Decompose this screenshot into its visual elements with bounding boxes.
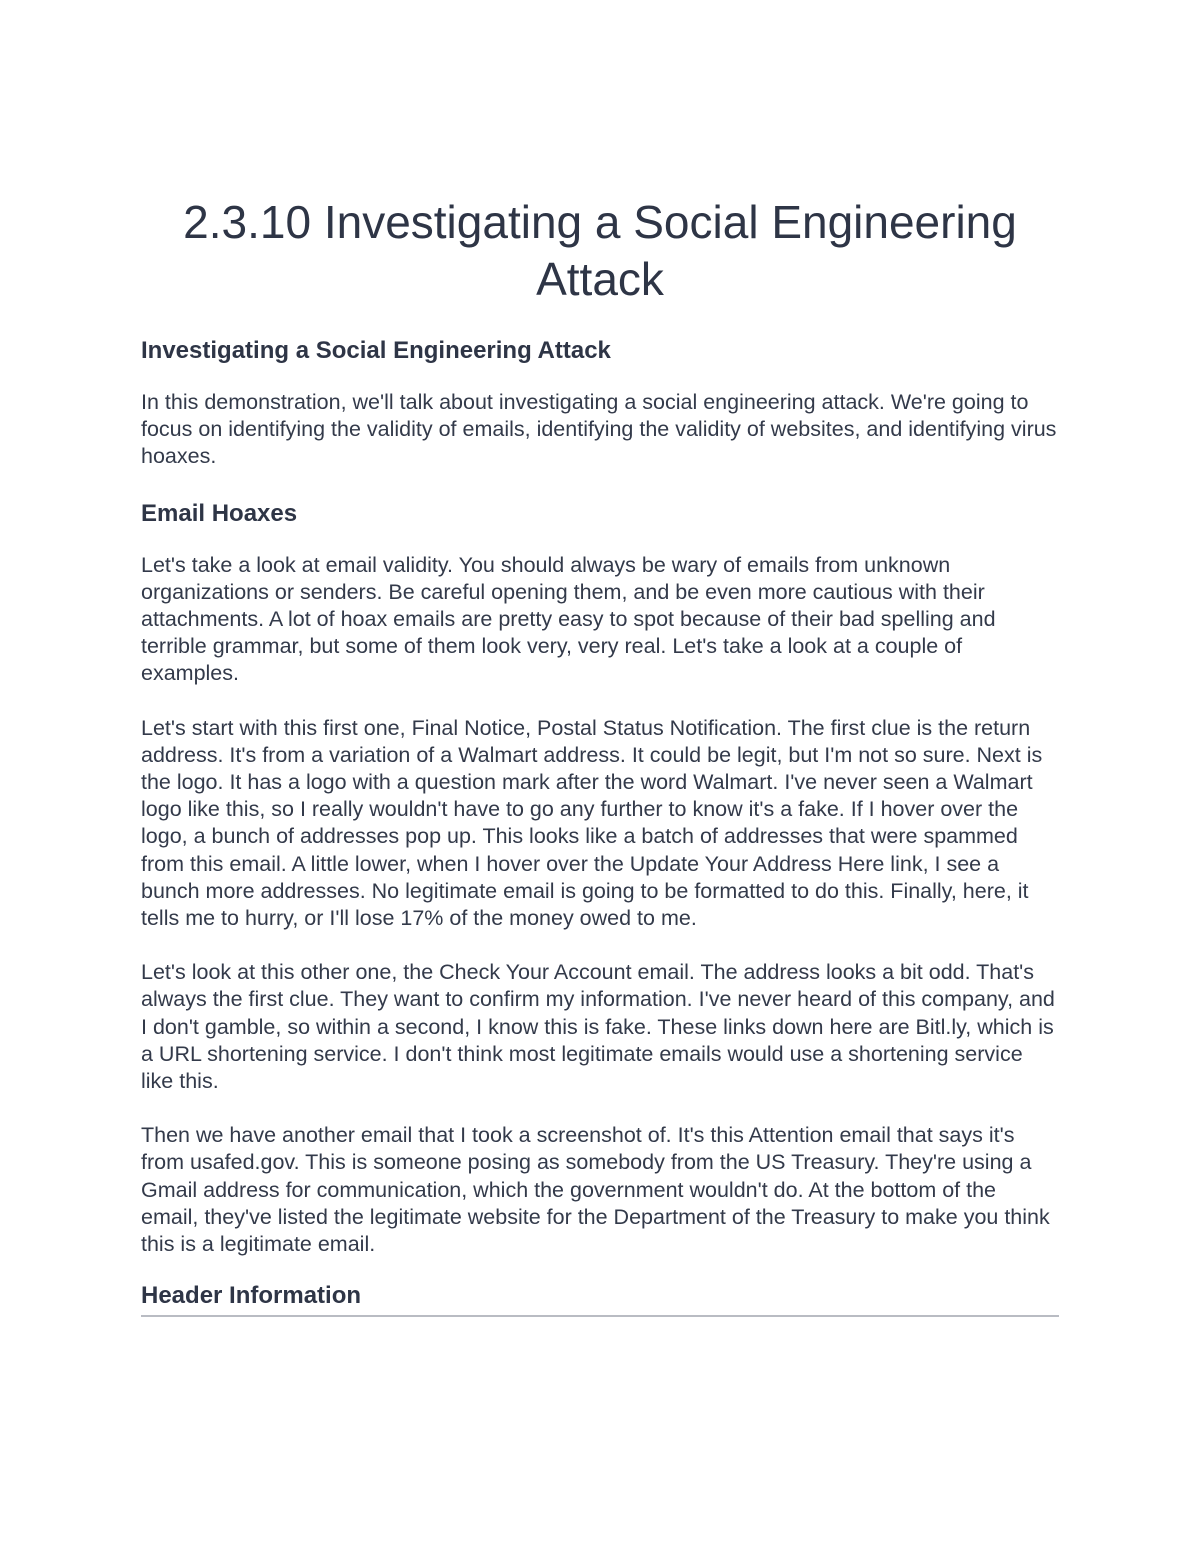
- section-heading-email-hoaxes: Email Hoaxes: [141, 499, 298, 527]
- email-hoaxes-paragraph-4: Then we have another email that I took a screenshot of. It's this Attention email that says it's from usafed.gov. This is someone posing as somebody from the US Treasury. They're using a Gmail address for communication, which the government wouldn't do. At the bottom of the email, they've listed the legitimate website for the Department of the Treasury to make you think this is a legitimate email.: [141, 1123, 1050, 1257]
- heading-underline-divider: [141, 1315, 1059, 1317]
- email-hoaxes-paragraph-1: Let's take a look at email validity. You should always be wary of emails from unknown organizations or senders. Be careful opening them, and be even more cautious with their attachments. A lot of hoax emails are pretty easy to spot because of their bad spelling and terrible grammar, but some of them look very, very real. Let's take a look at a couple of examples.: [141, 552, 996, 686]
- section-heading-header-information: Header Information: [141, 1282, 362, 1310]
- email-hoaxes-paragraph-2: Let's start with this first one, Final Notice, Postal Status Notification. The first clue is the return address. It's from a variation of a Walmart address. It could be legit, but I'm not so sure. Next is the logo. It has a logo with a question mark after the word Walmart. I've never seen a Walmart logo like this, so I really wouldn't have to go any further to know it's a fake. If I hover over the logo, a bunch of addresses pop up. This looks like a batch of addresses that were spammed from this email. A little lower, when I hover over the Update Your Address Here link, I see a bunch more addresses. No legitimate email is going to be formatted to do this. Finally, here, it tells me to hurry, or I'll lose 17% of the money owed to me.: [141, 715, 1043, 931]
- section-heading-intro: Investigating a Social Engineering Attack: [141, 337, 611, 364]
- document-page: [141, 194, 1059, 1317]
- page-title: 2.3.10 Investigating a Social Engineering Attack: [183, 196, 1017, 305]
- intro-paragraph: In this demonstration, we'll talk about investigating a social engineering attack. We're going to focus on identifying the validity of emails, identifying the validity of websites, and identifying virus hoaxes.: [141, 390, 1057, 469]
- email-hoaxes-paragraph-3: Let's look at this other one, the Check Your Account email. The address looks a bit odd. That's always the first clue. They want to confirm my information. I've never heard of this company, and I don't gamble, so within a second, I know this is fake. These links down here are Bitl.ly, which is a URL shortening service. I don't think most legitimate emails would use a shortening service like this.: [141, 960, 1055, 1094]
